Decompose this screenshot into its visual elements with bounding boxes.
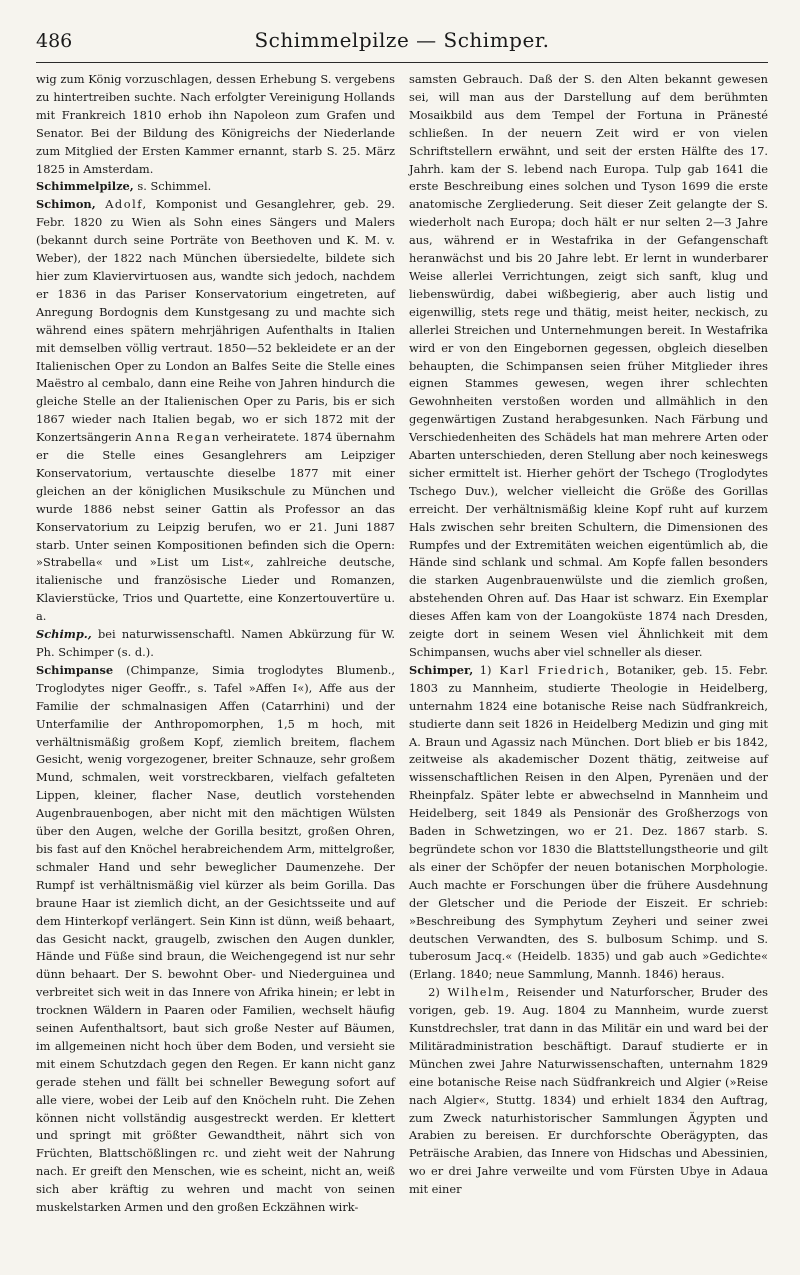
entry-schimper [409,662,768,984]
text-columns [36,71,768,1217]
entry-text: Botaniker, geb. 15. Febr. 1803 zu Mannheim, studierte Theologie in Heidelberg, unternahm 1824 eine botanische Reise nach Südfrankreich, studierte dann seit 1826 in Heidelberg Medizin und ging mit A. Braun und Agassiz nach München. Dort blieb er bis 1842, zeitweise als akademischer Dozent thätig, zeitweise auf wissenschaftlichen Reisen in den Alpen, Pyrenäen und der Rheinpfalz. Später lebte er abwechselnd in Mannheim und Heidelberg, seit 1849 als Pensionär des Großherzogs von Baden in Schwetzingen, wo er 21. Dez. 1867 starb. S. begründete schon vor 1830 die Blattstellungstheorie und gilt als einer der Schöpfer der neuen botanischen Morphologie. Auch machte er Forschungen über die frühere Ausdehnung der Gletscher und die Periode der Eiszeit. Er schrieb: »Beschreibung des Symphytum Zeyheri und seiner zwei deutschen Verwandten, des S. bulbosum Schimp. und S. tuberosum Jacq.« (Heidelb. 1835) und gab auch »Gedichte« (Erlang. 1840; neue Sammlung, Mannh. 1846) heraus. [409,662,768,982]
entry-text: s. Schimmel. [133,179,212,194]
entry-schimpanse [36,662,395,1217]
left-column [36,71,395,1217]
paragraph-text: samsten Gebrauch. Daß der S. den Alten bekannt gewesen sei, will man aus der Darstellung auf dem berühmten Mosaikbild aus dem Tempel der Fortuna in Pränesté schließen. In der neuern Zeit wird er von vielen Schriftstellern erwähnt, und seit der ersten Hälfte des 17. Jahrh. kam der S. lebend nach Europa. Tulp gab 1641 die erste Beschreibung eines solchen und Tyson 1699 die erste anatomische Zergliederung. Seit dieser Zeit gelangte der S. wiederholt nach Europa; doch hält er nur selten 2—3 Jahre aus, während er in Westafrika in der Gefangenschaft heranwächst und bis 20 Jahre lebt. Er lernt in wunderbarer Weise allerlei Verrichtungen, zeigt sich sanft, klug und liebenswürdig, dabei wißbegierig, aber auch listig und eigenwillig, stets rege und thätig, meist heiter, neckisch, zu allerlei Streichen und Unternehmungen bereit. In Westafrika wird er von den Eingebornen gegessen, obgleich dieselben behaupten, die Schimpansen seien früher Mitglieder ihres eignen Stammes gewesen, wegen ihrer schlechten Gewohnheiten verstoßen worden und allmählich in den gegenwärtigen Zustand herabgesunken. Nach Färbung und Verschiedenheiten des Schädels hat man mehrere Arten oder Abarten unterschieden, deren Stellung aber noch keineswegs sicher ermittelt ist. Hierher gehört der Tschego (Troglodytes Tschego Duv.), welcher vielleicht die Größe des Gorillas erreicht. Der verhältnismäßig kleine Kopf ruht auf kurzem Hals zwischen sehr breiten Schultern, die Dimensionen des Rumpfes und der Extremitäten weichen eigentümlich ab, die Hände sind schlank und schmal. Am Kopfe fallen besonders die starken Augenbrauenwülste und die ziemlich großen, abstehenden Ohren auf. Das Haar ist schwarz. Ein Exemplar dieses Affen kam von der Loangoküste 1874 nach Dresden, zeigte dort in seinem Wesen viel Ähnlichkeit mit dem Schimpansen, wuchs aber viel schneller als dieser. [409,72,768,659]
entry-number: 2) [428,985,440,1000]
person-name: Wilhelm, [439,985,511,1000]
paragraph [36,71,395,178]
person-name: Anna Regan [135,430,221,445]
entry-headword: Schimon, [36,197,96,212]
entry-text: (Chimpanze, Simia troglodytes Blumenb., Troglodytes niger Geoffr., s. Tafel »Affen I«), Affe aus der Familie der schmalnasigen Affen (Catarrhini) und der Unterfamilie der Anthropomorphen, 1,5 m hoch, mit verhältnismäßig großem Kopf, ziemlich breitem, flachem Gesicht, wenig vorgezogener, breiter Schnauze, sehr großem Mund, schmalen, weit vorstreckbaren, vielfach gefalteten Lippen, kleiner, flacher Nase, deutlich vorstehenden Augenbrauenbogen, aber nicht mit den mächtigen Wülsten über den Augen, welche der Gorilla besitzt, großen Ohren, bis fast auf den Knöchel herabreichendem Arm, mittelgroßer, schmaler Hand und sehr beweglicher Daumenzehe. Der Rumpf ist verhältnismäßig viel kürzer als beim Gorilla. Das braune Haar ist ziemlich dicht, an der Gesichtsseite und auf dem Hinterkopf verlängert. Sein Kinn ist dünn, weiß behaart, das Gesicht nackt, graugelb, zwischen den Augen dunkler, Hände und Füße sind braun, die Weichengegend ist nur sehr dünn behaart. Der S. bewohnt Ober- und Niederguinea und verbreitet sich weit in das Innere von Afrika hinein; er lebt in trocknen Wäldern in Paaren oder Familien, wechselt häufig seinen Aufenthaltsort, baut sich große Nester auf Bäumen, im allgemeinen nicht hoch über dem Boden, und versieht sie mit einem Schutzdach gegen den Regen. Er kann nicht ganz gerade stehen und fällt bei schneller Bewegung sofort auf alle viere, wobei der Leib auf den Knöcheln ruht. Die Zehen können nicht vollständig ausgestreckt werden. Er klettert und springt mit größter Gewandtheit, nährt sich von Früchten, Blattschößlingen rc. und zieht weit der Nahrung nach. Er greift den Menschen, wie es scheint, nicht an, weiß sich aber kräftig zu wehren und macht von seinen muskelstarken Armen und den großen Eckzähnen wirk- [36,662,395,1215]
entry-headword: Schimpanse [36,662,114,677]
entry-text: verheiratete. 1874 übernahm er die Stelle eines Gesanglehrers am Leipziger Konservatorium, vertauschte dieselbe 1877 mit einer gleichen an der königlichen Musikschule zu München und wurde 1886 nebst seiner Gattin als Professor an das Konservatorium zu Leipzig berufen, wo er 21. Juni 1887 starb. Unter seinen Kompositionen befinden sich die Opern: »Strabella« und »List um List«, zahlreiche deutsche, italienische und französische Lieder und Romanzen, Klavierstücke, Trios und Quartette, eine Konzertouvertüre u. a. [36,430,396,624]
person-name: Adolf, [95,197,148,212]
entry-headword: Schimp., [36,627,92,642]
paragraph-text: wig zum König vorzuschlagen, dessen Erhebung S. vergebens zu hintertreiben suchte. Nach erfolgter Vereinigung Hollands mit Frankreich 1810 erhob ihn Napoleon zum Grafen und Senator. Bei der Bildung des Königreichs der Niederlande zum Mitglied der Ersten Kammer ernannt, starb S. 25. März 1825 in Amsterdam. [36,72,395,176]
entry-headword: Schimper, [409,662,474,677]
right-column [409,71,768,1217]
paragraph [409,71,768,662]
entry-text: bei naturwissenschaftl. Namen Abkürzung für W. Ph. Schimper (s. d.). [36,627,395,659]
entry-text: Reisender und Naturforscher, Bruder des vorigen, geb. 19. Aug. 1804 zu Mannheim, wurde zuerst Kunstdrechsler, trat dann in das Militär ein und ward bei der Militäradministration beschäftigt. Darauf studierte er in München zwei Jahre Naturwissenschaften, unternahm 1829 eine botanische Reise nach Südfrankreich und Algier (»Reise nach Algier«, Stuttg. 1834) und erhielt 1834 den Auftrag, zum Zweck naturhistorischer Sammlungen Ägypten und Arabien zu bereisen. Er durchforschte Oberägypten, das Peträische Arabien, das Innere von Hidschas und Abessinien, wo er drei Jahre verweilte und vom Fürsten Ubye in Adaua mit einer [409,985,769,1197]
entry-schimp [36,626,395,662]
entry-number: 1) [473,662,492,677]
entry-schimmelpilze [36,178,395,196]
entry-schimon [36,196,395,626]
page-header [36,28,768,63]
person-name: Karl Friedrich, [491,662,611,677]
entry-headword: Schimmelpilze, [36,179,134,194]
entry-schimper-wilhelm [409,984,768,1199]
running-title: Schimmelpilze — Schimper. [254,28,550,52]
entry-text: Komponist und Gesanglehrer, geb. 29. Febr. 1820 zu Wien als Sohn eines Sängers und Malers (bekannt durch seine Porträte von Beethoven und K. M. v. Weber), der 1822 nach München übersiedelte, bildete sich hier zum Klaviervirtuosen aus, wandte sich jedoch, nachdem er 1836 in das Pariser Konservatorium eingetreten, auf Anregung Bordognis dem Kunstgesang zu und machte sich während eines spätern mehrjährigen Aufenthalts in Italien mit demselben völlig vertraut. 1850—52 bekleidete er an der Italienischen Oper zu London an Balfes Seite die Stelle eines Maëstro al cembalo, dann eine Reihe von Jahren hindurch die gleiche Stelle an der Italienischen Oper zu Paris, bis er sich 1867 wieder nach Italien begab, wo er sich 1872 mit der Konzertsängerin [36,197,395,445]
page-number: 486 [36,30,73,52]
